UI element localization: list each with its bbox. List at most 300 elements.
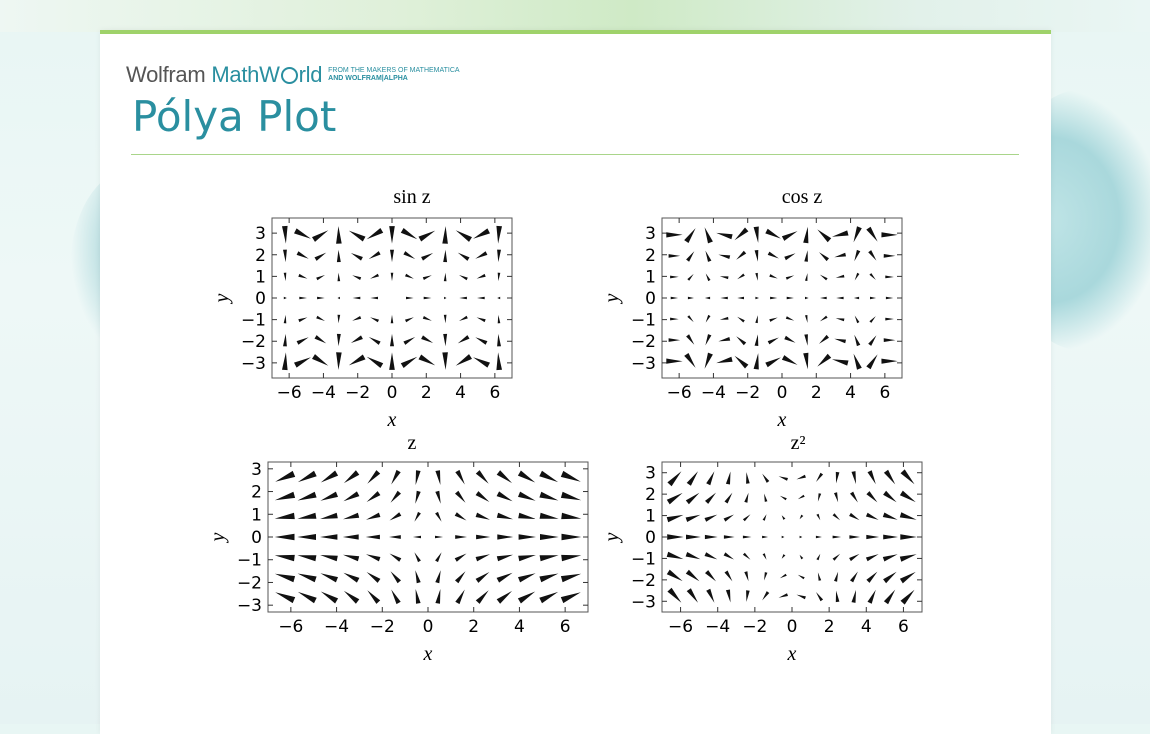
field-arrow [370,317,379,322]
field-arrow [782,536,785,538]
y-tick-label: −1 [630,549,656,570]
field-arrow [724,515,734,522]
y-tick-label: −3 [630,592,656,613]
field-arrow [868,250,876,261]
field-arrow [518,573,536,582]
field-arrow [800,555,804,560]
field-arrow [746,590,750,602]
field-arrow [423,275,432,280]
field-arrow [561,471,581,482]
x-tick-label: 4 [455,383,466,403]
field-arrow [389,535,401,539]
header-background [0,0,1150,32]
field-arrow [705,251,711,262]
field-arrow [275,513,295,519]
field-arrow [868,470,876,484]
field-arrow [667,570,683,582]
field-arrow [561,513,581,519]
field-arrow [800,515,804,520]
field-arrow [755,250,759,262]
field-arrow [883,535,898,540]
field-arrow [780,496,787,501]
field-arrow [298,574,317,583]
field-arrow [320,534,337,540]
field-arrow [367,590,380,604]
field-arrow [391,491,402,503]
field-arrow [744,493,748,503]
field-arrow [743,536,752,539]
field-arrow [720,297,727,299]
x-tick-label: −4 [324,617,350,637]
field-arrow [869,316,875,323]
field-arrow [705,353,713,369]
field-arrow [275,574,295,582]
field-arrow [370,297,378,299]
field-arrow [768,338,779,345]
field-arrow [900,534,917,539]
field-arrow [705,570,716,581]
globe-icon [281,67,298,84]
field-arrow [497,491,513,501]
field-arrow [367,228,384,239]
field-arrow [743,553,751,560]
field-arrow [435,470,440,485]
field-arrow [498,273,501,282]
field-arrow [762,474,769,483]
field-arrow [782,515,786,520]
field-arrow [366,554,380,561]
field-arrow [817,229,831,242]
field-arrow [455,535,467,539]
field-arrow [444,273,447,282]
field-arrow [275,534,295,540]
field-arrow [540,513,559,519]
field-arrow [667,552,684,559]
field-arrow [315,253,327,261]
field-arrow [284,273,287,282]
field-arrow [518,513,536,519]
field-arrow [352,316,361,321]
field-arrow [391,315,394,323]
field-arrow [706,471,714,485]
field-arrow [367,572,381,583]
field-arrow [866,354,877,369]
x-tick-label: 6 [489,383,501,403]
field-arrow [726,472,731,485]
field-arrow [497,297,500,299]
field-arrow [344,470,359,483]
plot-frame [662,218,902,378]
x-tick-label: −6 [666,383,692,403]
field-arrow [744,571,748,581]
field-arrow [421,253,433,261]
field-arrow [834,253,846,257]
field-arrow [833,513,841,520]
y-tick-label: 3 [645,463,656,484]
field-arrow [476,491,490,502]
field-arrow [415,491,420,504]
field-arrow [316,275,325,280]
y-tick-label: 3 [255,224,266,245]
field-arrow [764,494,767,502]
field-arrow [832,230,849,236]
x-tick-label: −2 [742,617,768,637]
field-arrow [705,552,718,559]
field-arrow [476,535,490,540]
y-tick-label: −2 [630,332,656,353]
field-arrow [442,352,448,370]
field-arrow [321,471,338,483]
field-arrow [497,334,501,347]
field-arrow [473,228,490,238]
field-arrow [275,492,295,500]
field-arrow [849,554,859,561]
field-arrow [716,233,732,239]
field-arrow [884,470,895,485]
field-arrow [669,254,681,258]
field-arrow [496,226,502,244]
x-tick-label: −6 [276,383,302,403]
y-tick-label: 2 [645,245,656,266]
field-arrow [435,552,442,562]
field-arrow [414,512,421,522]
field-arrow [755,334,759,346]
field-arrow [884,338,896,342]
field-arrow [401,228,418,239]
field-arrow [497,470,512,483]
vector-field-sin-z [200,214,580,444]
field-arrow [455,512,467,520]
x-tick-label: −2 [735,383,761,403]
field-arrow [416,470,421,485]
field-arrow [881,232,897,237]
field-arrow [755,315,758,323]
brand-wolfram: Wolfram [126,62,206,87]
x-tick-label: 2 [420,383,432,403]
field-arrow [736,251,746,260]
field-arrow [883,554,898,561]
field-arrow [852,471,857,484]
x-tick-label: 2 [468,617,480,637]
field-arrow [804,334,808,346]
y-tick-label: 0 [251,528,262,548]
field-arrow [496,352,502,370]
field-arrow [820,297,827,299]
y-tick-label: −3 [630,353,656,374]
x-tick-label: 6 [879,383,891,403]
field-arrow [562,534,582,540]
field-arrow [834,339,846,343]
field-arrow [885,276,894,279]
brand-logo[interactable] [126,62,460,88]
field-arrow [497,534,513,539]
vector-field-cos-z [590,214,970,444]
field-arrow [737,317,745,323]
field-arrow [736,336,746,345]
field-arrow [836,472,840,484]
field-arrow [320,492,338,501]
field-arrow [667,515,684,522]
field-arrow [419,231,436,242]
field-arrow [800,536,803,538]
field-arrow [817,354,831,367]
field-arrow [282,226,288,244]
plot-title-cos-z: cos z [781,186,823,208]
x-tick-label: −6 [278,617,304,637]
field-arrow [312,354,328,366]
field-arrow [884,590,895,605]
field-arrow [343,513,359,520]
field-arrow [539,471,558,482]
field-arrow [686,334,694,345]
field-arrow [765,357,781,367]
field-arrow [366,513,380,520]
field-arrow [349,355,366,366]
field-arrow [816,554,820,561]
field-arrow [762,536,768,538]
field-arrow [836,318,845,321]
field-arrow [337,334,341,346]
field-arrow [283,250,287,263]
field-arrow [477,317,486,322]
field-arrow [687,274,693,281]
field-arrow [455,491,466,503]
field-arrow [442,226,448,244]
field-arrow [818,572,821,580]
field-arrow [901,590,915,605]
field-arrow [459,316,468,321]
field-arrow [435,570,440,583]
field-arrow [737,274,745,280]
field-arrow [367,470,380,484]
field-arrow [343,491,359,501]
field-arrow [743,514,751,521]
field-arrow [455,590,465,605]
field-arrow [351,253,363,261]
field-arrow [370,274,379,279]
y-axis-label: y [601,532,623,542]
field-arrow [415,570,420,583]
field-arrow [497,513,513,520]
field-arrow [786,275,794,279]
field-arrow [854,226,862,242]
field-arrow [686,493,700,504]
field-arrow [390,512,402,520]
field-arrow [498,315,501,324]
field-arrow [834,572,838,582]
field-arrow [819,252,829,261]
field-arrow [476,554,490,561]
field-arrow [401,357,418,368]
x-axis-label: x [423,643,433,665]
field-arrow [349,231,366,242]
y-axis-label: y [207,532,229,542]
field-arrow [405,317,414,322]
field-arrow [459,297,467,299]
field-arrow [497,555,513,562]
field-arrow [705,493,716,504]
field-arrow [298,592,317,603]
field-arrow [900,572,916,584]
field-arrow [687,315,693,322]
field-arrow [667,471,681,486]
field-arrow [866,572,877,583]
field-arrow [344,591,359,604]
field-arrow [870,297,876,299]
field-arrow [900,554,917,561]
field-arrow [477,297,485,299]
field-arrow [391,273,394,281]
field-arrow [819,335,829,344]
field-arrow [866,535,879,539]
page-title: Pólya Plot [132,92,337,141]
field-arrow [343,555,359,562]
field-arrow [725,571,733,582]
field-arrow [849,513,859,520]
field-arrow [389,352,395,370]
field-arrow [294,357,311,367]
y-tick-label: −2 [236,573,262,594]
field-arrow [299,297,307,299]
field-arrow [706,273,711,281]
field-arrow [803,227,808,243]
x-axis-label: x [387,409,397,431]
field-arrow [476,572,490,583]
field-arrow [737,297,744,299]
field-arrow [900,512,917,519]
x-tick-label: 0 [386,383,398,403]
field-arrow [866,227,877,242]
field-arrow [803,353,808,369]
field-arrow [561,574,581,582]
field-arrow [338,297,340,299]
y-tick-label: −2 [630,570,656,591]
field-arrow [667,588,681,603]
field-arrow [312,230,328,242]
field-arrow [866,513,879,520]
field-arrow [667,534,684,539]
field-arrow [275,471,295,482]
field-arrow [884,254,896,258]
field-arrow [390,250,394,262]
field-arrow [435,589,440,604]
vector-field-z [180,458,600,688]
x-tick-label: 4 [845,383,856,403]
field-arrow [886,297,893,299]
field-arrow [805,273,808,281]
field-arrow [391,571,402,583]
field-arrow [849,535,860,538]
field-arrow [458,335,470,343]
field-arrow [798,575,805,580]
field-arrow [782,554,786,559]
field-arrow [275,592,295,603]
field-arrow [343,573,359,583]
field-arrow [798,495,805,500]
field-arrow [390,554,402,562]
field-arrow [671,297,678,299]
x-tick-label: −4 [700,383,726,403]
field-arrow [540,534,559,540]
field-arrow [716,357,732,363]
field-arrow [406,297,414,299]
field-arrow [755,297,759,299]
field-arrow [769,318,777,322]
field-arrow [687,471,698,486]
y-tick-label: 0 [645,528,656,548]
field-arrow [782,355,798,365]
field-arrow [297,251,309,258]
field-arrow [284,297,287,299]
field-arrow [670,318,679,321]
field-arrow [435,491,440,504]
field-arrow [297,337,309,344]
plot-title-z: z [407,432,417,454]
y-tick-label: 3 [251,459,262,480]
field-arrow [518,555,536,561]
y-axis-label: y [601,293,623,303]
field-arrow [763,553,767,560]
y-axis-label: y [211,293,233,303]
field-arrow [391,470,401,485]
field-arrow [754,353,759,369]
field-arrow [804,250,808,262]
field-arrow [720,317,729,320]
field-arrow [455,554,467,562]
field-arrow [539,574,558,583]
x-tick-label: 0 [776,383,788,403]
field-arrow [297,513,316,519]
y-tick-label: 3 [645,224,656,245]
brand-mathworld: MathW rld [211,62,323,87]
field-arrow [669,338,681,342]
field-arrow [320,513,338,519]
field-arrow [869,273,875,280]
field-arrow [667,493,683,505]
field-arrow [881,359,897,364]
field-arrow [298,492,317,501]
x-tick-label: −2 [369,617,395,637]
field-arrow [718,255,730,259]
field-arrow [283,334,287,347]
field-arrow [540,555,559,561]
field-arrow [367,357,384,368]
field-arrow [706,315,711,323]
field-arrow [421,335,433,343]
x-tick-label: −4 [310,383,336,403]
field-arrow [275,555,295,561]
field-arrow [868,590,876,604]
field-arrow [298,317,307,322]
field-arrow [797,595,806,600]
field-arrow [686,570,700,581]
field-arrow [282,352,288,370]
field-arrow [754,227,759,243]
field-arrow [338,273,341,282]
x-tick-label: 4 [514,617,525,637]
field-arrow [459,275,468,280]
x-tick-label: 6 [559,617,571,637]
field-arrow [833,554,841,561]
field-arrow [705,535,718,539]
field-arrow [476,513,490,520]
field-arrow [820,275,828,281]
field-arrow [414,552,421,562]
field-arrow [338,315,341,324]
field-arrow [816,514,820,521]
field-arrow [476,470,489,484]
field-arrow [403,337,415,345]
